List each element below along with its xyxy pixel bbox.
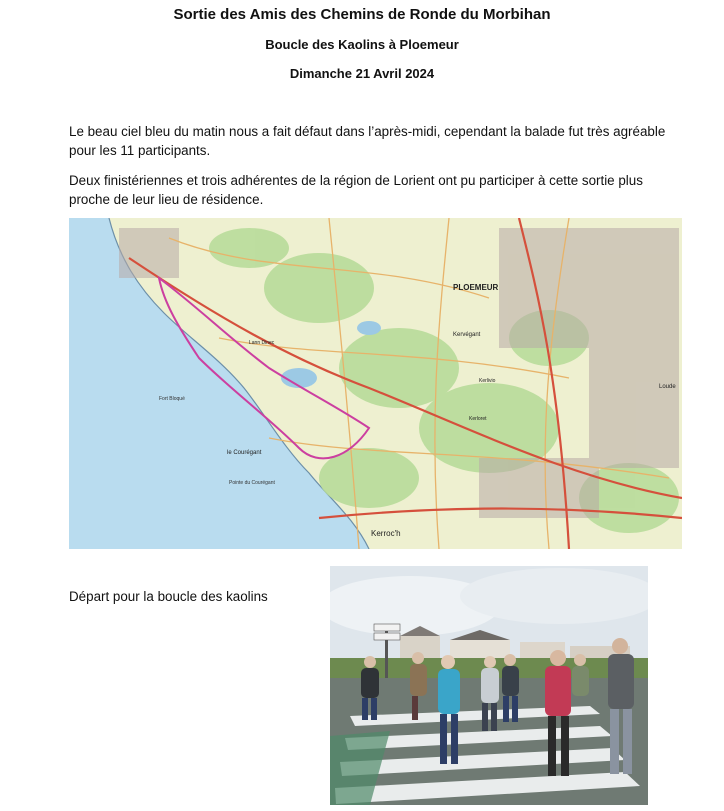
photo-caption: Départ pour la boucle des kaolins [69, 589, 268, 604]
topographic-map [69, 218, 682, 549]
map-label-kerloret: Kerloret [469, 416, 487, 422]
map-label-kervegant: Kervégant [453, 332, 481, 338]
map-label-loude: Loude [659, 384, 676, 390]
document-subtitle: Boucle des Kaolins à Ploemeur [265, 37, 459, 52]
paragraph-participants: Deux finistériennes et trois adhérentes de la région de Lorient ont pu participer à cette sortie plus proche de leur lieu de résidence. [69, 173, 643, 207]
document-title: Sortie des Amis des Chemins de Ronde du Morbihan [173, 6, 551, 23]
map-label-town: PLOEMEUR [453, 283, 499, 292]
map-label-kerroch: Kerroc'h [371, 529, 401, 538]
paragraph-weather: Le beau ciel bleu du matin nous a fait défaut dans l’après-midi, cependant la balade fut très agréable pour les 11 participants. [69, 124, 666, 158]
document-date: Dimanche 21 Avril 2024 [289, 66, 435, 81]
photo-illustration [330, 566, 648, 805]
map-label-kerlivio: Kerlivio [479, 378, 496, 384]
map-label-courregant: le Courégant [227, 450, 262, 456]
map-label-lann-dinec: Lann Dinec [249, 340, 275, 346]
route-map-image [69, 218, 682, 549]
group-walk-photo [330, 566, 648, 805]
map-label-pointe: Pointe du Courégant [229, 480, 275, 486]
map-label-fort: Fort Bloqué [159, 396, 185, 402]
